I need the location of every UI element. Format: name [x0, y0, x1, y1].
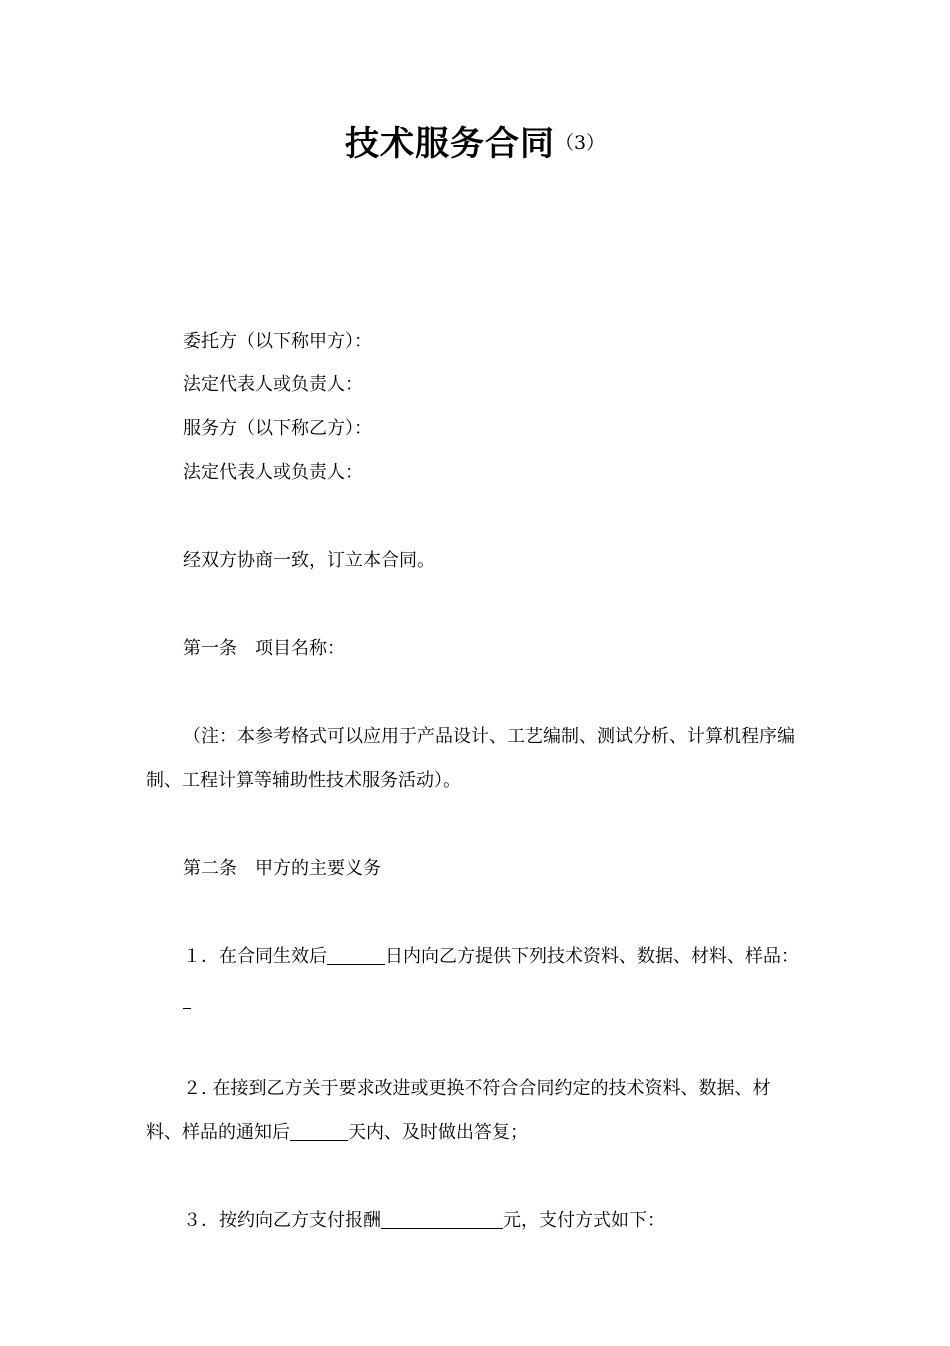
- document-title: [0, 116, 950, 165]
- note-line-2: 制、工程计算等辅助性技术服务活动）。: [146, 770, 461, 791]
- reply-days-blank[interactable]: [290, 1122, 348, 1141]
- item3-suffix: 元，支付方式如下：: [503, 1210, 665, 1231]
- article2-heading: 第二条 甲方的主要义务: [183, 858, 381, 879]
- item3-prefix: ３．按约向乙方支付报酬: [183, 1210, 381, 1231]
- provider-line: 服务方（以下称乙方）：: [183, 418, 372, 439]
- article2-item1: [183, 945, 799, 969]
- provider-rep-line: 法定代表人或负责人：: [183, 462, 363, 483]
- item1-prefix: １．在合同生效后: [183, 946, 327, 967]
- article2-item2-line1: ２. 在接到乙方关于要求改进或更换不符合合同约定的技术资料、数据、材: [183, 1078, 771, 1099]
- note-line-1: （注：本参考格式可以应用于产品设计、工艺编制、测试分析、计算机程序编: [183, 726, 795, 747]
- item1-materials-blank-line: [183, 989, 191, 1013]
- client-line: 委托方（以下称甲方）：: [183, 331, 372, 352]
- item2-suffix: 天内、及时做出答复；: [348, 1122, 528, 1143]
- title-main: 技术服务合同: [344, 124, 555, 164]
- article2-item2-line2: [146, 1121, 528, 1145]
- intro-line: 经双方协商一致，订立本合同。: [183, 550, 435, 571]
- materials-blank[interactable]: [183, 990, 191, 1009]
- article1-heading: 第一条 项目名称：: [183, 638, 345, 659]
- days-blank[interactable]: [327, 946, 385, 965]
- title-suffix: （3）: [554, 132, 606, 154]
- client-rep-line: 法定代表人或负责人：: [183, 374, 363, 395]
- item1-suffix: 日内向乙方提供下列技术资料、数据、材料、样品：: [385, 946, 799, 967]
- item2-prefix: 料、样品的通知后: [146, 1122, 290, 1143]
- payment-amount-blank[interactable]: [381, 1210, 503, 1229]
- article2-item3: [183, 1209, 665, 1233]
